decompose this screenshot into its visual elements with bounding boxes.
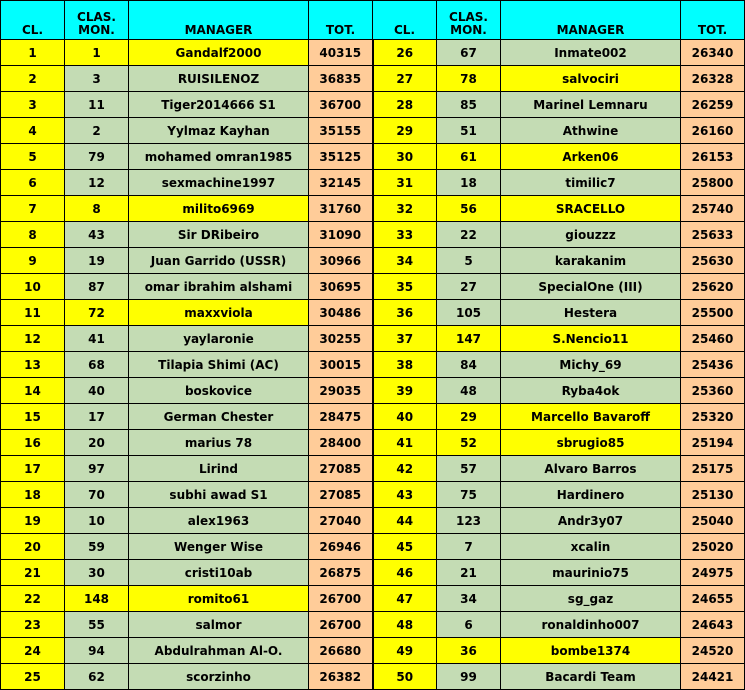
table-row xyxy=(1,170,745,196)
manager-name-cell: alex1963 xyxy=(129,508,309,534)
monthly-rank-cell: 52 xyxy=(437,430,501,456)
total-points-cell: 25194 xyxy=(681,430,745,456)
monthly-rank-cell: 84 xyxy=(437,352,501,378)
total-points-cell: 35155 xyxy=(309,118,373,144)
rank-cell: 43 xyxy=(373,482,437,508)
manager-name-cell: Ryba4ok xyxy=(501,378,681,404)
monthly-rank-cell: 10 xyxy=(65,508,129,534)
monthly-rank-cell: 72 xyxy=(65,300,129,326)
manager-name-cell: Hestera xyxy=(501,300,681,326)
total-points-cell: 36835 xyxy=(309,66,373,92)
total-points-cell: 24655 xyxy=(681,586,745,612)
monthly-rank-cell: 40 xyxy=(65,378,129,404)
manager-name-cell: Wenger Wise xyxy=(129,534,309,560)
manager-name-cell: ronaldinho007 xyxy=(501,612,681,638)
total-points-cell: 25360 xyxy=(681,378,745,404)
rank-cell: 28 xyxy=(373,92,437,118)
total-points-cell: 24975 xyxy=(681,560,745,586)
rank-cell: 49 xyxy=(373,638,437,664)
manager-name-cell: milito6969 xyxy=(129,196,309,222)
table-row xyxy=(1,352,745,378)
total-points-cell: 30015 xyxy=(309,352,373,378)
total-points-cell: 35125 xyxy=(309,144,373,170)
monthly-rank-cell: 59 xyxy=(65,534,129,560)
manager-name-cell: S.Nencio11 xyxy=(501,326,681,352)
manager-name-cell: subhi awad S1 xyxy=(129,482,309,508)
monthly-rank-cell: 67 xyxy=(437,40,501,66)
monthly-rank-cell: 18 xyxy=(437,170,501,196)
table-row xyxy=(1,560,745,586)
monthly-rank-cell: 68 xyxy=(65,352,129,378)
total-points-cell: 25633 xyxy=(681,222,745,248)
rank-cell: 27 xyxy=(373,66,437,92)
rank-cell: 40 xyxy=(373,404,437,430)
manager-name-cell: maxxviola xyxy=(129,300,309,326)
monthly-rank-cell: 147 xyxy=(437,326,501,352)
rank-cell: 13 xyxy=(1,352,65,378)
table-row xyxy=(1,378,745,404)
monthly-rank-cell: 94 xyxy=(65,638,129,664)
table-row xyxy=(1,638,745,664)
table-row xyxy=(1,92,745,118)
manager-name-cell: Lirind xyxy=(129,456,309,482)
manager-name-cell: romito61 xyxy=(129,586,309,612)
rank-cell: 46 xyxy=(373,560,437,586)
manager-name-cell: Marcello Bavaroff xyxy=(501,404,681,430)
table-row xyxy=(1,326,745,352)
rank-cell: 29 xyxy=(373,118,437,144)
rank-cell: 50 xyxy=(373,664,437,690)
monthly-rank-cell: 1 xyxy=(65,40,129,66)
monthly-rank-cell: 29 xyxy=(437,404,501,430)
table-row xyxy=(1,196,745,222)
manager-name-cell: Yylmaz Kayhan xyxy=(129,118,309,144)
rank-cell: 9 xyxy=(1,248,65,274)
table-row xyxy=(1,144,745,170)
monthly-rank-cell: 19 xyxy=(65,248,129,274)
manager-name-cell: Juan Garrido (USSR) xyxy=(129,248,309,274)
monthly-rank-cell: 85 xyxy=(437,92,501,118)
manager-name-cell: timilic7 xyxy=(501,170,681,196)
total-points-cell: 28475 xyxy=(309,404,373,430)
monthly-rank-cell: 20 xyxy=(65,430,129,456)
total-points-cell: 27085 xyxy=(309,482,373,508)
header-cl-right: CL. xyxy=(373,1,437,40)
total-points-cell: 27085 xyxy=(309,456,373,482)
header-row xyxy=(1,1,745,40)
manager-name-cell: SRACELLO xyxy=(501,196,681,222)
total-points-cell: 32145 xyxy=(309,170,373,196)
total-points-cell: 25630 xyxy=(681,248,745,274)
manager-name-cell: sexmachine1997 xyxy=(129,170,309,196)
manager-name-cell: karakanim xyxy=(501,248,681,274)
header-clas-mon-label: CLAS. MON. xyxy=(77,10,116,37)
table-row xyxy=(1,66,745,92)
header-clas-mon-right xyxy=(437,1,501,40)
monthly-rank-cell: 27 xyxy=(437,274,501,300)
rank-cell: 36 xyxy=(373,300,437,326)
manager-name-cell: RUISILENOZ xyxy=(129,66,309,92)
table-row xyxy=(1,274,745,300)
total-points-cell: 26259 xyxy=(681,92,745,118)
monthly-rank-cell: 43 xyxy=(65,222,129,248)
manager-name-cell: scorzinho xyxy=(129,664,309,690)
monthly-rank-cell: 8 xyxy=(65,196,129,222)
header-tot-right: TOT. xyxy=(681,1,745,40)
rank-cell: 2 xyxy=(1,66,65,92)
rank-cell: 38 xyxy=(373,352,437,378)
total-points-cell: 30966 xyxy=(309,248,373,274)
monthly-rank-cell: 2 xyxy=(65,118,129,144)
manager-name-cell: boskovice xyxy=(129,378,309,404)
monthly-rank-cell: 7 xyxy=(437,534,501,560)
rank-cell: 39 xyxy=(373,378,437,404)
manager-name-cell: Sir DRibeiro xyxy=(129,222,309,248)
monthly-rank-cell: 62 xyxy=(65,664,129,690)
manager-name-cell: Athwine xyxy=(501,118,681,144)
table-row xyxy=(1,118,745,144)
monthly-rank-cell: 56 xyxy=(437,196,501,222)
monthly-rank-cell: 3 xyxy=(65,66,129,92)
monthly-rank-cell: 30 xyxy=(65,560,129,586)
monthly-rank-cell: 97 xyxy=(65,456,129,482)
rank-cell: 48 xyxy=(373,612,437,638)
total-points-cell: 24520 xyxy=(681,638,745,664)
total-points-cell: 25175 xyxy=(681,456,745,482)
rank-cell: 35 xyxy=(373,274,437,300)
manager-name-cell: Andr3y07 xyxy=(501,508,681,534)
total-points-cell: 26160 xyxy=(681,118,745,144)
table-row xyxy=(1,508,745,534)
table-row xyxy=(1,248,745,274)
total-points-cell: 28400 xyxy=(309,430,373,456)
rank-cell: 10 xyxy=(1,274,65,300)
total-points-cell: 26680 xyxy=(309,638,373,664)
manager-name-cell: sg_gaz xyxy=(501,586,681,612)
standings-body xyxy=(1,40,745,690)
rank-cell: 24 xyxy=(1,638,65,664)
total-points-cell: 26153 xyxy=(681,144,745,170)
manager-name-cell: maurinio75 xyxy=(501,560,681,586)
table-row xyxy=(1,612,745,638)
manager-name-cell: yaylaronie xyxy=(129,326,309,352)
monthly-rank-cell: 87 xyxy=(65,274,129,300)
rank-cell: 18 xyxy=(1,482,65,508)
rank-cell: 41 xyxy=(373,430,437,456)
manager-name-cell: Michy_69 xyxy=(501,352,681,378)
monthly-rank-cell: 48 xyxy=(437,378,501,404)
total-points-cell: 30255 xyxy=(309,326,373,352)
monthly-rank-cell: 70 xyxy=(65,482,129,508)
total-points-cell: 26700 xyxy=(309,612,373,638)
rank-cell: 26 xyxy=(373,40,437,66)
monthly-rank-cell: 22 xyxy=(437,222,501,248)
total-points-cell: 31090 xyxy=(309,222,373,248)
total-points-cell: 30486 xyxy=(309,300,373,326)
manager-name-cell: giouzzz xyxy=(501,222,681,248)
header-clas-mon-right-label: CLAS. MON. xyxy=(449,10,488,37)
manager-name-cell: Marinel Lemnaru xyxy=(501,92,681,118)
manager-name-cell: bombe1374 xyxy=(501,638,681,664)
header-cl: CL. xyxy=(1,1,65,40)
manager-name-cell: Gandalf2000 xyxy=(129,40,309,66)
manager-name-cell: Tilapia Shimi (AC) xyxy=(129,352,309,378)
rank-cell: 6 xyxy=(1,170,65,196)
total-points-cell: 30695 xyxy=(309,274,373,300)
header-clas-mon xyxy=(65,1,129,40)
header-manager: MANAGER xyxy=(129,1,309,40)
manager-name-cell: Bacardi Team xyxy=(501,664,681,690)
total-points-cell: 25740 xyxy=(681,196,745,222)
header-tot: TOT. xyxy=(309,1,373,40)
total-points-cell: 27040 xyxy=(309,508,373,534)
monthly-rank-cell: 34 xyxy=(437,586,501,612)
rank-cell: 4 xyxy=(1,118,65,144)
total-points-cell: 25320 xyxy=(681,404,745,430)
monthly-rank-cell: 79 xyxy=(65,144,129,170)
rank-cell: 14 xyxy=(1,378,65,404)
total-points-cell: 31760 xyxy=(309,196,373,222)
manager-name-cell: omar ibrahim alshami xyxy=(129,274,309,300)
rank-cell: 11 xyxy=(1,300,65,326)
monthly-rank-cell: 99 xyxy=(437,664,501,690)
rank-cell: 32 xyxy=(373,196,437,222)
manager-name-cell: marius 78 xyxy=(129,430,309,456)
rank-cell: 37 xyxy=(373,326,437,352)
monthly-rank-cell: 148 xyxy=(65,586,129,612)
rank-cell: 30 xyxy=(373,144,437,170)
manager-name-cell: Tiger2014666 S1 xyxy=(129,92,309,118)
monthly-rank-cell: 55 xyxy=(65,612,129,638)
rank-cell: 47 xyxy=(373,586,437,612)
monthly-rank-cell: 5 xyxy=(437,248,501,274)
rank-cell: 42 xyxy=(373,456,437,482)
manager-name-cell: xcalin xyxy=(501,534,681,560)
manager-name-cell: SpecialOne (III) xyxy=(501,274,681,300)
table-row xyxy=(1,40,745,66)
rank-cell: 17 xyxy=(1,456,65,482)
monthly-rank-cell: 11 xyxy=(65,92,129,118)
manager-name-cell: salmor xyxy=(129,612,309,638)
rank-cell: 33 xyxy=(373,222,437,248)
total-points-cell: 25020 xyxy=(681,534,745,560)
rank-cell: 12 xyxy=(1,326,65,352)
total-points-cell: 25460 xyxy=(681,326,745,352)
manager-name-cell: salvociri xyxy=(501,66,681,92)
table-row xyxy=(1,664,745,690)
total-points-cell: 25620 xyxy=(681,274,745,300)
table-row xyxy=(1,430,745,456)
table-row xyxy=(1,456,745,482)
rank-cell: 44 xyxy=(373,508,437,534)
monthly-rank-cell: 41 xyxy=(65,326,129,352)
table-row xyxy=(1,222,745,248)
total-points-cell: 25130 xyxy=(681,482,745,508)
header-manager-right: MANAGER xyxy=(501,1,681,40)
total-points-cell: 24421 xyxy=(681,664,745,690)
manager-name-cell: Hardinero xyxy=(501,482,681,508)
total-points-cell: 26875 xyxy=(309,560,373,586)
monthly-rank-cell: 36 xyxy=(437,638,501,664)
rank-cell: 23 xyxy=(1,612,65,638)
manager-name-cell: sbrugio85 xyxy=(501,430,681,456)
rank-cell: 1 xyxy=(1,40,65,66)
total-points-cell: 26328 xyxy=(681,66,745,92)
manager-name-cell: Inmate002 xyxy=(501,40,681,66)
table-row xyxy=(1,482,745,508)
monthly-rank-cell: 123 xyxy=(437,508,501,534)
manager-name-cell: Arken06 xyxy=(501,144,681,170)
rank-cell: 8 xyxy=(1,222,65,248)
monthly-rank-cell: 12 xyxy=(65,170,129,196)
rank-cell: 31 xyxy=(373,170,437,196)
monthly-rank-cell: 61 xyxy=(437,144,501,170)
monthly-rank-cell: 105 xyxy=(437,300,501,326)
total-points-cell: 26340 xyxy=(681,40,745,66)
rank-cell: 19 xyxy=(1,508,65,534)
total-points-cell: 24643 xyxy=(681,612,745,638)
total-points-cell: 26700 xyxy=(309,586,373,612)
total-points-cell: 40315 xyxy=(309,40,373,66)
total-points-cell: 25500 xyxy=(681,300,745,326)
rank-cell: 20 xyxy=(1,534,65,560)
table-row xyxy=(1,586,745,612)
monthly-rank-cell: 75 xyxy=(437,482,501,508)
monthly-rank-cell: 17 xyxy=(65,404,129,430)
manager-name-cell: Abdulrahman Al-O. xyxy=(129,638,309,664)
total-points-cell: 25800 xyxy=(681,170,745,196)
rank-cell: 25 xyxy=(1,664,65,690)
manager-name-cell: German Chester xyxy=(129,404,309,430)
rank-cell: 45 xyxy=(373,534,437,560)
manager-name-cell: cristi10ab xyxy=(129,560,309,586)
rank-cell: 34 xyxy=(373,248,437,274)
rank-cell: 16 xyxy=(1,430,65,456)
rank-cell: 5 xyxy=(1,144,65,170)
monthly-rank-cell: 51 xyxy=(437,118,501,144)
total-points-cell: 25436 xyxy=(681,352,745,378)
total-points-cell: 36700 xyxy=(309,92,373,118)
monthly-rank-cell: 57 xyxy=(437,456,501,482)
table-row xyxy=(1,300,745,326)
manager-name-cell: Alvaro Barros xyxy=(501,456,681,482)
total-points-cell: 26946 xyxy=(309,534,373,560)
rank-cell: 3 xyxy=(1,92,65,118)
rank-cell: 15 xyxy=(1,404,65,430)
monthly-rank-cell: 6 xyxy=(437,612,501,638)
rank-cell: 7 xyxy=(1,196,65,222)
total-points-cell: 25040 xyxy=(681,508,745,534)
table-row xyxy=(1,404,745,430)
monthly-rank-cell: 78 xyxy=(437,66,501,92)
monthly-rank-cell: 21 xyxy=(437,560,501,586)
table-row xyxy=(1,534,745,560)
total-points-cell: 29035 xyxy=(309,378,373,404)
rank-cell: 21 xyxy=(1,560,65,586)
manager-name-cell: mohamed omran1985 xyxy=(129,144,309,170)
total-points-cell: 26382 xyxy=(309,664,373,690)
rank-cell: 22 xyxy=(1,586,65,612)
